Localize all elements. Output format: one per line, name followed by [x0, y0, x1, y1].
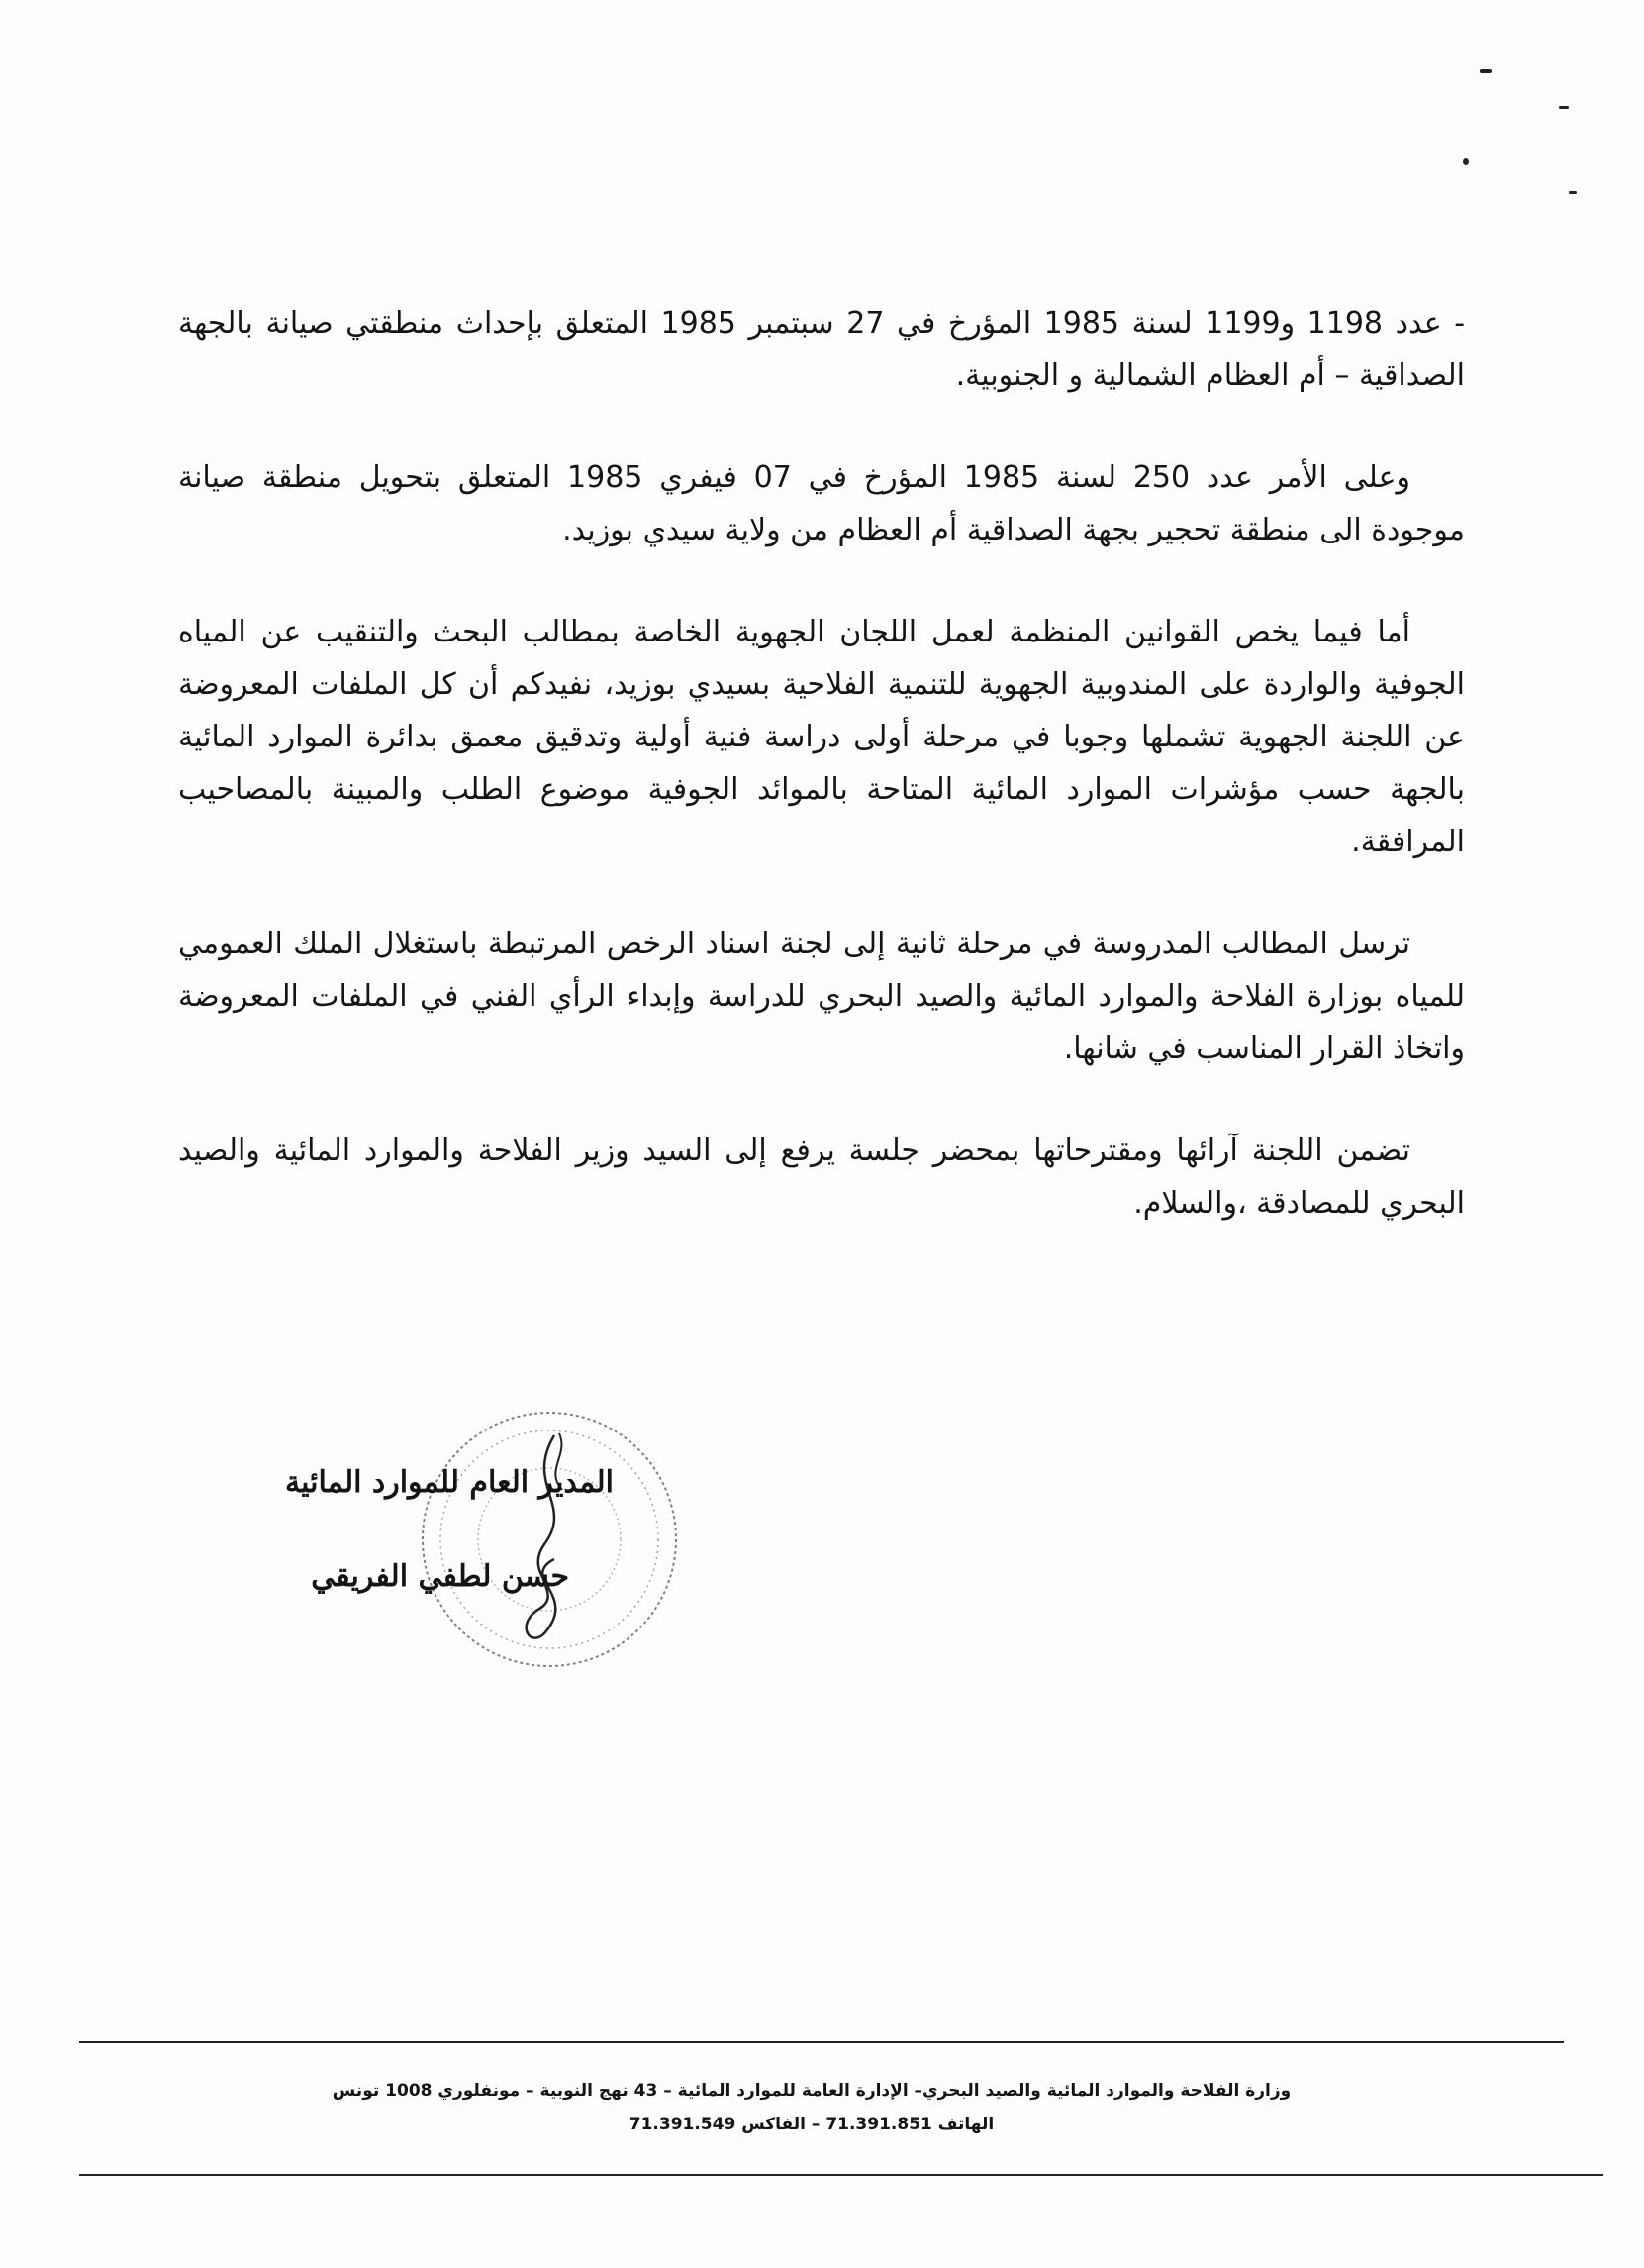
scan-mark — [1569, 191, 1577, 194]
letterhead-footer — [198, 2074, 1425, 2141]
paragraph-regional-committees — [178, 606, 1465, 868]
letter-body — [178, 297, 1465, 1279]
paragraph-closing — [178, 1125, 1465, 1230]
paragraph-text: أما فيما يخص القوانين المنظمة لعمل اللجان الجهوية الخاصة بمطالب البحث والتنقيب عن المياه الجوفية والواردة على المندوبية الجهوية للتنمية الفلاحية بسيدي بوزيد، نفيدكم أن كل الملفات المعروضة عن اللجنة الجهوية تشملها وجوبا في مرحلة أولى دراسة فنية أولية وتدقيق معمق بدائرة الموارد المائية بالجهة حسب مؤشرات الموارد المائية المتاحة بالموائد الجوفية موضوع الطلب والمبينة بالمصاحيب المرافقة. — [178, 615, 1465, 859]
footer-divider-bottom — [79, 2174, 1603, 2176]
scan-mark — [1480, 69, 1492, 73]
paragraph-second-stage — [178, 918, 1465, 1075]
paragraph-text: تضمن اللجنة آرائها ومقترحاتها بمحضر جلسة يرفع إلى السيد وزير الفلاحة والموارد المائية والصيد البحري للمصادقة ،والسلام. — [178, 1134, 1465, 1221]
paragraph-decree-1198: - عدد 1198 و1199 لسنة 1985 المؤرخ في 27 سبتمبر 1985 المتعلق بإحداث منطقتي صيانة بالجهة الصداقية – أم العظام الشمالية و الجنوبية. — [178, 306, 1466, 393]
signatory-name: حسن لطفي الفريقي — [311, 1559, 569, 1594]
paragraph-text: وعلى الأمر عدد 250 لسنة 1985 المؤرخ في 07 فيفري 1985 المتعلق بتحويل منطقة صيانة موجودة الى منطقة تحجير بجهة الصداقية أم العظام من ولاية سيدي بوزيد. — [178, 460, 1465, 547]
scan-mark — [1463, 158, 1469, 165]
official-stamp — [406, 1396, 693, 1683]
signature-block — [238, 1435, 614, 1683]
footer-contact: الهاتف 71.391.851 – الفاكس 71.391.549 — [629, 2115, 995, 2134]
scan-mark — [1559, 106, 1569, 109]
footer-address: وزارة الفلاحة والموارد المائية والصيد البحري– الإدارة العامة للموارد المائية – 43 نهج النوبية – مونفلوري 1008 تونس — [332, 2081, 1292, 2101]
paragraph-order-250 — [178, 451, 1465, 556]
signatory-title: المدير العام للموارد المائية — [284, 1465, 614, 1500]
footer-divider-top — [79, 2041, 1564, 2043]
paragraph-text: ترسل المطالب المدروسة في مرحلة ثانية إلى لجنة اسناد الرخص المرتبطة باستغلال الملك العمومي للمياه بوزارة الفلاحة والموارد المائية والصيد البحري للدراسة وإبداء الرأي الفني في الملفات المعروضة واتخاذ القرار المناسب في شانها. — [178, 927, 1465, 1066]
